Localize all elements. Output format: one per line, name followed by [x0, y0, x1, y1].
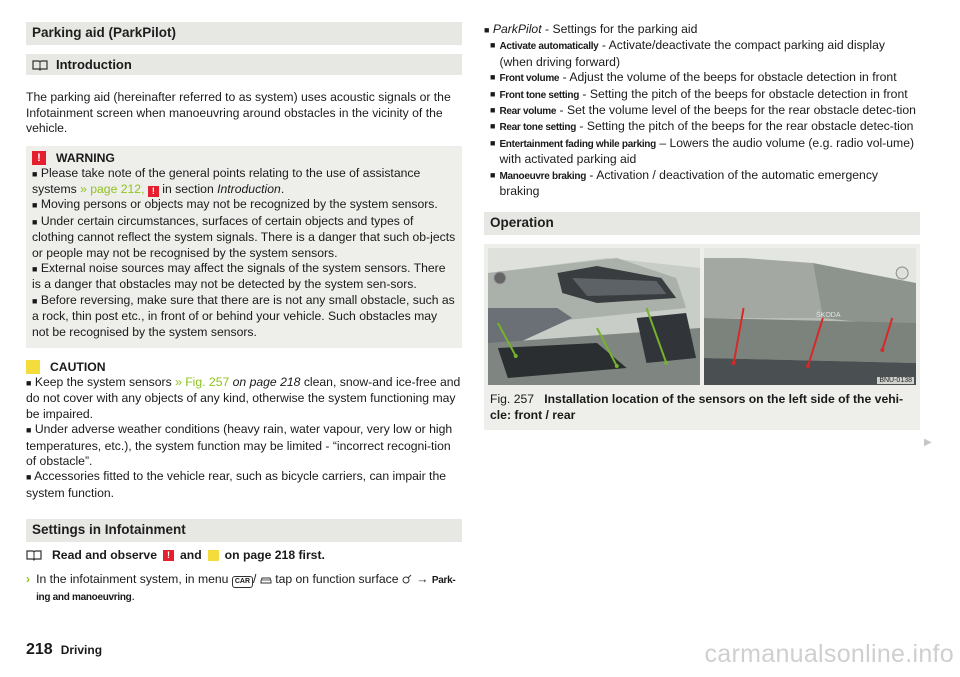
bullet-icon: ■: [26, 377, 32, 388]
bullet-icon: ■: [490, 40, 496, 51]
warning-item-5-text: Before reversing, make sure that there are is not any small obstacle, such as a rock, thin post etc., in front of or behind your vehicle. Such obstacles may not be recognised by the system sensors.: [32, 292, 455, 339]
setting-item: [490, 168, 920, 200]
read-observe-line: [26, 548, 462, 562]
bullet-icon: ■: [490, 72, 496, 83]
infotainment-step: [26, 572, 462, 605]
caution-item-1-end: clean, snow-and ice-free and do not cover with any objects of any kind, otherwise the system functioning may be impaired.: [26, 374, 461, 421]
bullet-icon: ■: [490, 137, 496, 148]
read-observe-text: Read and observe: [52, 548, 157, 563]
parking-manoeuvring-menu[interactable]: Park-ing and manoeuvring: [36, 575, 456, 603]
operation-title: Operation: [484, 212, 920, 235]
setting-item-name[interactable]: Front tone setting: [499, 89, 580, 101]
book-icon: [26, 549, 42, 561]
figure-caption-text: Installation location of the sensors on the left side of the vehi-cle: front / rear: [490, 392, 904, 422]
setting-item-name[interactable]: Manoeuvre braking: [499, 170, 587, 182]
setting-item-desc: - Activation / deactivation of the automatic emergency braking: [499, 167, 879, 199]
introduction-title: Introduction: [56, 57, 132, 72]
setting-item-name[interactable]: Rear volume: [499, 106, 557, 118]
warning-inline-icon: !: [148, 186, 159, 197]
figure-code: BNU-0138: [879, 377, 912, 385]
warning-inline-icon: !: [163, 550, 174, 561]
warning-header: [32, 150, 456, 166]
setting-item-text: [499, 70, 896, 86]
caution-icon: [26, 360, 40, 374]
bullet-icon: ■: [490, 121, 496, 132]
footer-section: Driving: [60, 643, 103, 657]
page-218-reference: on page 218: [229, 374, 301, 389]
setting-item: [490, 119, 920, 135]
bullet-icon: ■: [32, 168, 38, 179]
figure-257: [484, 244, 920, 430]
figure-caption: [484, 385, 920, 430]
setting-item: [490, 103, 920, 119]
step-mid-text: tap on function surface: [275, 572, 399, 587]
parking-function-icon[interactable]: [402, 573, 413, 584]
figure-label: Fig. 257: [490, 392, 535, 407]
continue-arrow-icon: ▶: [924, 437, 932, 448]
setting-item: [490, 87, 920, 103]
caution-item-1: [26, 375, 462, 422]
setting-item: [490, 70, 920, 86]
section-title-parking-aid: Parking aid (ParkPilot): [26, 22, 462, 45]
setting-item-text: [499, 103, 915, 119]
figure-images: [484, 244, 920, 385]
warning-item-4-text: External noise sources may affect the signals of the system sensors. There is a danger that obstacles may not be detected by the system sen-sors.: [32, 260, 446, 292]
fig-257-link[interactable]: » Fig. 257: [175, 374, 230, 389]
warning-item-5: [32, 293, 456, 340]
parkpilot-desc: - Settings for the parking aid: [541, 22, 698, 36]
warning-item-2-text: Moving persons or objects may not be recognized by the system sensors.: [40, 197, 438, 212]
parkpilot-settings-list: [484, 22, 920, 38]
watermark: carmanualsonline.info: [704, 640, 954, 668]
caution-header: [26, 359, 462, 375]
page-footer: [26, 641, 102, 659]
caution-item-3-text: Accessories fitted to the vehicle rear, such as bicycle carriers, can impair the system function.: [26, 469, 446, 500]
page-212-link[interactable]: » page 212,: [80, 181, 145, 196]
parkpilot-label[interactable]: ParkPilot: [492, 22, 542, 36]
warning-title: WARNING: [56, 150, 115, 165]
caution-item-3: [26, 469, 462, 501]
step-pre-text: In the infotainment system, in menu: [36, 572, 229, 587]
bullet-icon: ■: [490, 105, 496, 116]
setting-item-text: [499, 119, 913, 135]
caution-block: [26, 359, 462, 501]
setting-item-desc: - Setting the pitch of the beeps for obstacle detection in front: [579, 86, 908, 101]
introduction-text: The parking aid (hereinafter referred to as system) uses acoustic signals or the Infotainment screen when manoeuvring around obstacles in the vicinity of the vehicle.: [26, 90, 451, 135]
read-and-text: and: [180, 548, 202, 563]
rear-sensor-photo: [704, 248, 916, 385]
bullet-icon: ■: [32, 263, 38, 274]
warning-item-2: [32, 197, 456, 213]
caution-title: CAUTION: [50, 359, 106, 374]
setting-item-text: [499, 87, 907, 103]
step-text: In the infotainment system, in menu CAR / tap on function surface → Park-ing and manoeuvring.: [36, 572, 456, 603]
vehicle-icon[interactable]: [260, 575, 272, 584]
warning-item-1-end: .: [280, 181, 285, 196]
warning-item-3-text: Under certain circumstances, surfaces of certain objects and types of clothing cannot reflect the system signals. There is a danger that such ob-jects or people may not be recognised by the system sensors.: [32, 213, 456, 260]
bullet-icon: ■: [26, 472, 32, 483]
setting-item-text: [499, 38, 920, 70]
setting-item-text: [499, 136, 920, 168]
setting-item-text: [499, 168, 920, 200]
warning-icon: !: [32, 151, 46, 165]
bullet-icon: ■: [484, 25, 490, 35]
setting-item-desc: - Set the volume level of the beeps for the rear obstacle detec-tion: [556, 103, 916, 118]
introduction-reference: Introduction: [217, 181, 281, 196]
caution-item-2-text: Under adverse weather conditions (heavy rain, water vapour, very low or high temperatures, etc.), the system function may be limited - “incorrect recogni-tion of obstacle”.: [26, 422, 453, 468]
left-column: [26, 22, 462, 605]
setting-item-name[interactable]: Front volume: [499, 73, 560, 85]
rear-car-illustration: [704, 248, 916, 385]
setting-item-desc: – Lowers the audio volume (e.g. radio vol-ume) with activated parking aid: [499, 135, 915, 167]
caution-item-1-text: Keep the system sensors: [34, 374, 176, 389]
bullet-icon: ■: [26, 425, 32, 436]
step-arrow-icon: ›: [26, 572, 31, 587]
bullet-icon: ■: [32, 295, 38, 306]
step-end: .: [131, 588, 135, 603]
warning-item-3: [32, 214, 456, 261]
setting-item-name[interactable]: Activate automatically: [499, 41, 599, 53]
warning-item-1-mid: in section: [158, 181, 218, 196]
introduction-header: [26, 54, 462, 75]
caution-item-2: [26, 422, 462, 469]
car-menu-icon[interactable]: CAR: [232, 576, 253, 588]
setting-item-name[interactable]: Rear tone setting: [499, 122, 577, 134]
parkpilot-sub-list: [484, 38, 920, 199]
setting-item: [490, 38, 920, 70]
bullet-icon: ■: [32, 200, 38, 211]
read-post-text: on page 218 first.: [224, 548, 325, 563]
bullet-icon: ■: [490, 88, 496, 99]
page-number: 218: [26, 641, 53, 658]
warning-item-4: [32, 261, 456, 293]
setting-item-name[interactable]: Entertainment fading while parking: [499, 138, 656, 150]
setting-item-desc: - Adjust the volume of the beeps for obstacle detection in front: [559, 70, 897, 85]
bullet-icon: ■: [490, 169, 496, 180]
right-column: [484, 22, 920, 430]
setting-item: [490, 136, 920, 168]
warning-item-1-text: Please take note of the general points relating to the use of assistance systems: [32, 165, 421, 196]
parkpilot-item: [484, 22, 920, 38]
rear-badge: ŠKODA: [816, 312, 841, 320]
warning-box: [26, 146, 462, 348]
caution-inline-icon: [208, 550, 219, 561]
book-icon: [32, 59, 48, 71]
setting-item-desc: - Setting the pitch of the beeps for the rear obstacle detec-tion: [576, 119, 914, 134]
setting-item-desc: - Activate/deactivate the compact parking aid display (when driving forward): [499, 38, 885, 69]
bullet-icon: ■: [32, 216, 38, 227]
front-sensor-photo: [488, 248, 700, 385]
front-car-illustration: [488, 248, 700, 385]
settings-infotainment-title: Settings in Infotainment: [26, 519, 462, 542]
warning-item-1: [32, 166, 456, 198]
